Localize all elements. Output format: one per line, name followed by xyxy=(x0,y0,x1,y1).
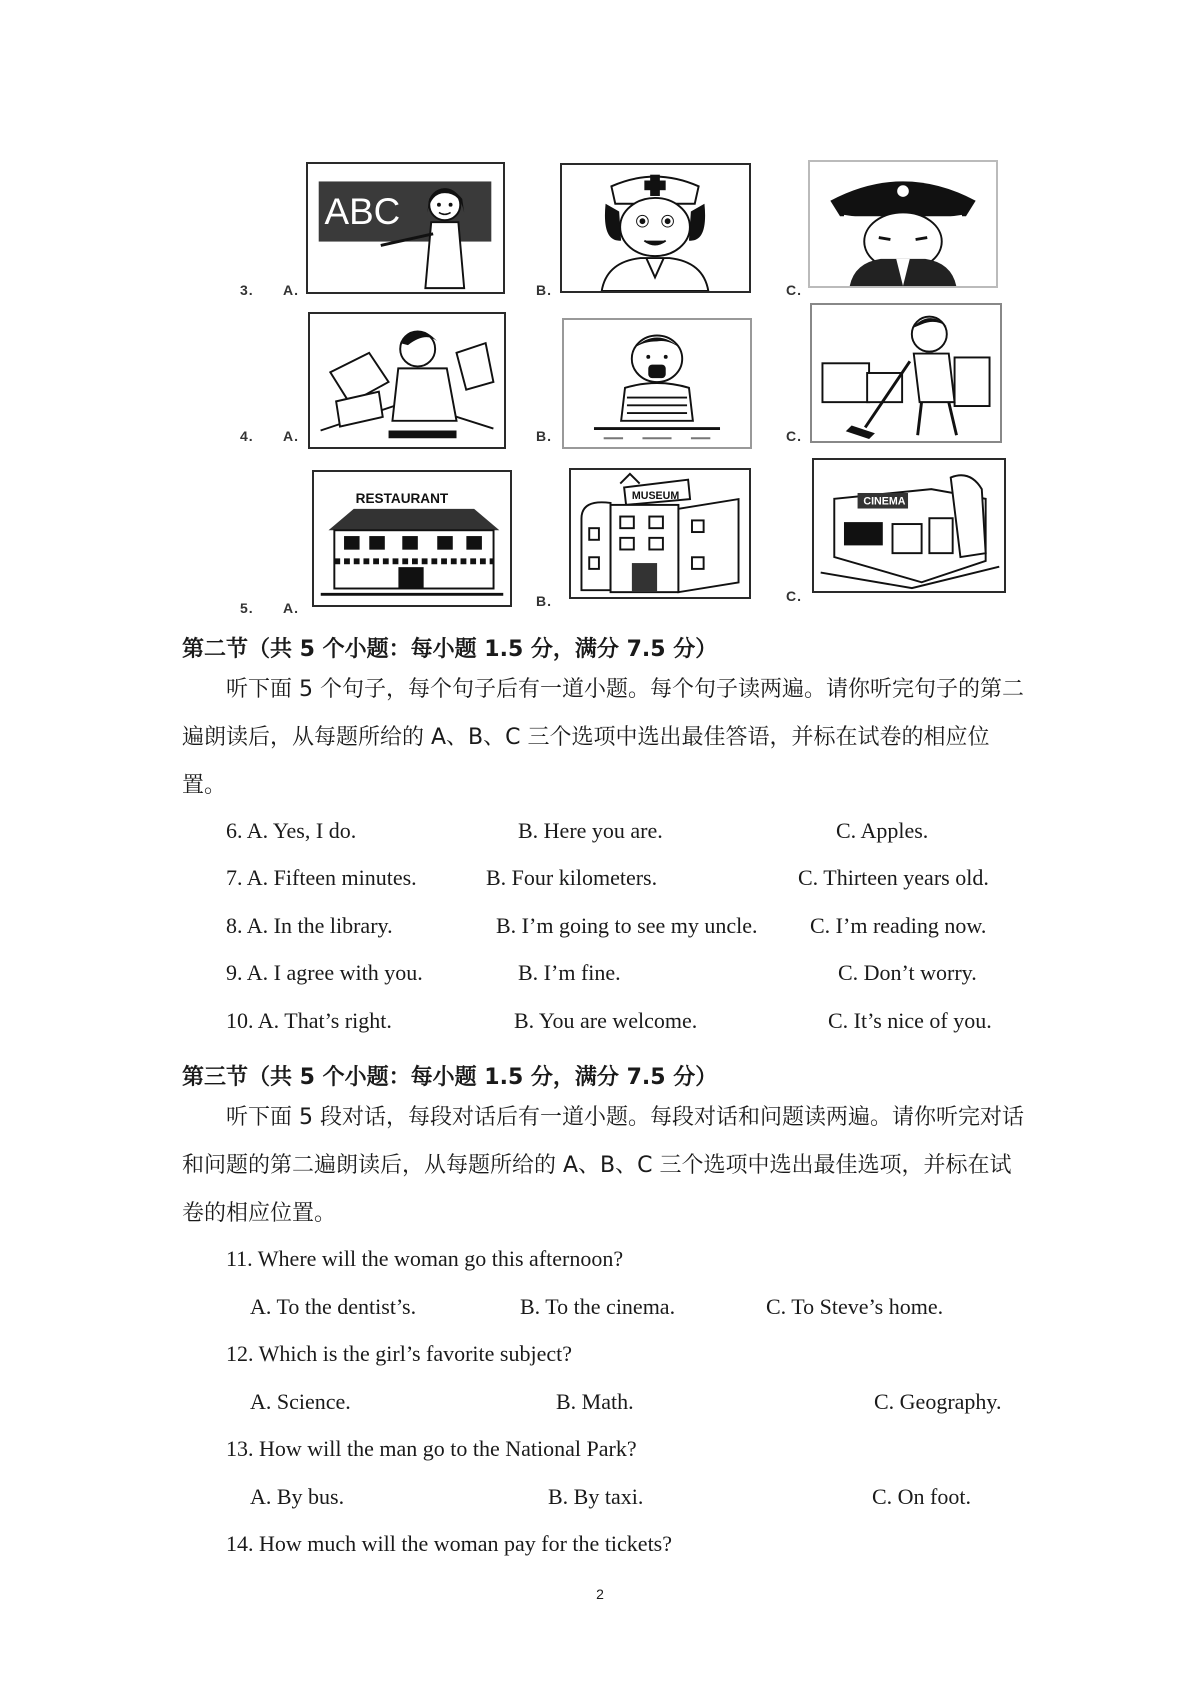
q4-option-a-label: A. xyxy=(283,428,299,444)
q6-option-b[interactable]: B. Here you are. xyxy=(518,818,663,843)
q12-option-c[interactable]: C. Geography. xyxy=(874,1389,1002,1414)
q9-option-c[interactable]: C. Don’t worry. xyxy=(838,960,977,985)
q10-option-a[interactable]: 10. A. That’s right. xyxy=(226,1008,392,1033)
page-number: 2 xyxy=(596,1586,604,1602)
q3-option-c-label: C. xyxy=(786,282,802,298)
section-3-heading: 第三节（共 5 个小题：每小题 1.5 分，满分 7.5 分） xyxy=(182,1065,718,1090)
teacher-icon xyxy=(308,164,503,292)
q3-option-b-label: B. xyxy=(536,282,552,298)
q13-option-b[interactable]: B. By taxi. xyxy=(548,1484,644,1509)
q14-question: 14. How much will the woman pay for the tickets? xyxy=(226,1531,673,1556)
q6-option-c[interactable]: C. Apples. xyxy=(836,818,929,843)
q3-option-a-label: A. xyxy=(283,282,299,298)
reading-icon xyxy=(310,314,504,447)
q5-option-a-label: A. xyxy=(283,600,299,616)
q6-option-a[interactable]: 6. A. Yes, I do. xyxy=(226,818,357,843)
q8-option-b[interactable]: B. I’m going to see my uncle. xyxy=(496,913,758,938)
police-officer-icon xyxy=(810,162,996,286)
q13-option-a[interactable]: A. By bus. xyxy=(250,1484,345,1509)
question-3-number: 3. xyxy=(240,282,254,298)
section-3-instructions: 听下面 5 段对话，每段对话后有一道小题。每段对话和问题读两遍。请你听完对话和问题的第二遍朗读后，从每题所给的 A、B、C 三个选项中选出最佳选项，并标在试卷的相应位置。 xyxy=(182,1105,1024,1226)
restaurant-icon xyxy=(314,472,510,605)
museum-icon xyxy=(571,470,749,597)
sweeping-picture[interactable] xyxy=(810,303,1002,443)
q7-option-b[interactable]: B. Four kilometers. xyxy=(486,865,658,890)
q12-option-b[interactable]: B. Math. xyxy=(556,1389,634,1414)
question-5-number: 5. xyxy=(240,600,254,616)
q11-question: 11. Where will the woman go this afternoon? xyxy=(226,1246,624,1271)
q7-option-a[interactable]: 7. A. Fifteen minutes. xyxy=(226,865,417,890)
board-text: ABC xyxy=(324,191,401,233)
q5-option-b-label: B. xyxy=(536,593,552,609)
q9-option-a[interactable]: 9. A. I agree with you. xyxy=(226,960,423,985)
reading-picture[interactable] xyxy=(308,312,506,449)
q11-option-c[interactable]: C. To Steve’s home. xyxy=(766,1294,944,1319)
q11-option-b[interactable]: B. To the cinema. xyxy=(520,1294,676,1319)
section-2-heading: 第二节（共 5 个小题：每小题 1.5 分，满分 7.5 分） xyxy=(182,637,718,662)
q8-option-a[interactable]: 8. A. In the library. xyxy=(226,913,393,938)
cinema-sign: CINEMA xyxy=(863,495,906,508)
q12-question: 12. Which is the girl’s favorite subject? xyxy=(226,1341,573,1366)
museum-picture[interactable] xyxy=(569,468,751,599)
q4-option-b-label: B. xyxy=(536,428,552,444)
q7-option-c[interactable]: C. Thirteen years old. xyxy=(798,865,989,890)
q10-option-b[interactable]: B. You are welcome. xyxy=(514,1008,698,1033)
eating-picture[interactable] xyxy=(562,318,752,449)
q9-option-b[interactable]: B. I’m fine. xyxy=(518,960,621,985)
q13-question: 13. How will the man go to the National Park? xyxy=(226,1436,637,1461)
q10-option-c[interactable]: C. It’s nice of you. xyxy=(828,1008,992,1033)
nurse-icon xyxy=(562,165,749,291)
question-4-number: 4. xyxy=(240,428,254,444)
eating-icon xyxy=(564,320,750,447)
q4-option-c-label: C. xyxy=(786,428,802,444)
q8-option-c[interactable]: C. I’m reading now. xyxy=(810,913,987,938)
cinema-picture[interactable] xyxy=(812,458,1006,593)
nurse-picture[interactable] xyxy=(560,163,751,293)
q13-option-c[interactable]: C. On foot. xyxy=(872,1484,971,1509)
sweeping-icon xyxy=(812,305,1000,441)
q12-option-a[interactable]: A. Science. xyxy=(250,1389,351,1414)
q11-option-a[interactable]: A. To the dentist’s. xyxy=(250,1294,417,1319)
cinema-icon xyxy=(814,460,1004,591)
teacher-picture[interactable] xyxy=(306,162,505,294)
restaurant-picture[interactable] xyxy=(312,470,512,607)
police-officer-picture[interactable] xyxy=(808,160,998,288)
q5-option-c-label: C. xyxy=(786,588,802,604)
restaurant-sign: RESTAURANT xyxy=(355,491,449,507)
section-2-instructions: 听下面 5 个句子，每个句子后有一道小题。每个句子读两遍。请你听完句子的第二遍朗读后，从每题所给的 A、B、C 三个选项中选出最佳答语，并标在试卷的相应位置。 xyxy=(182,677,1024,798)
museum-sign: MUSEUM xyxy=(631,490,680,503)
